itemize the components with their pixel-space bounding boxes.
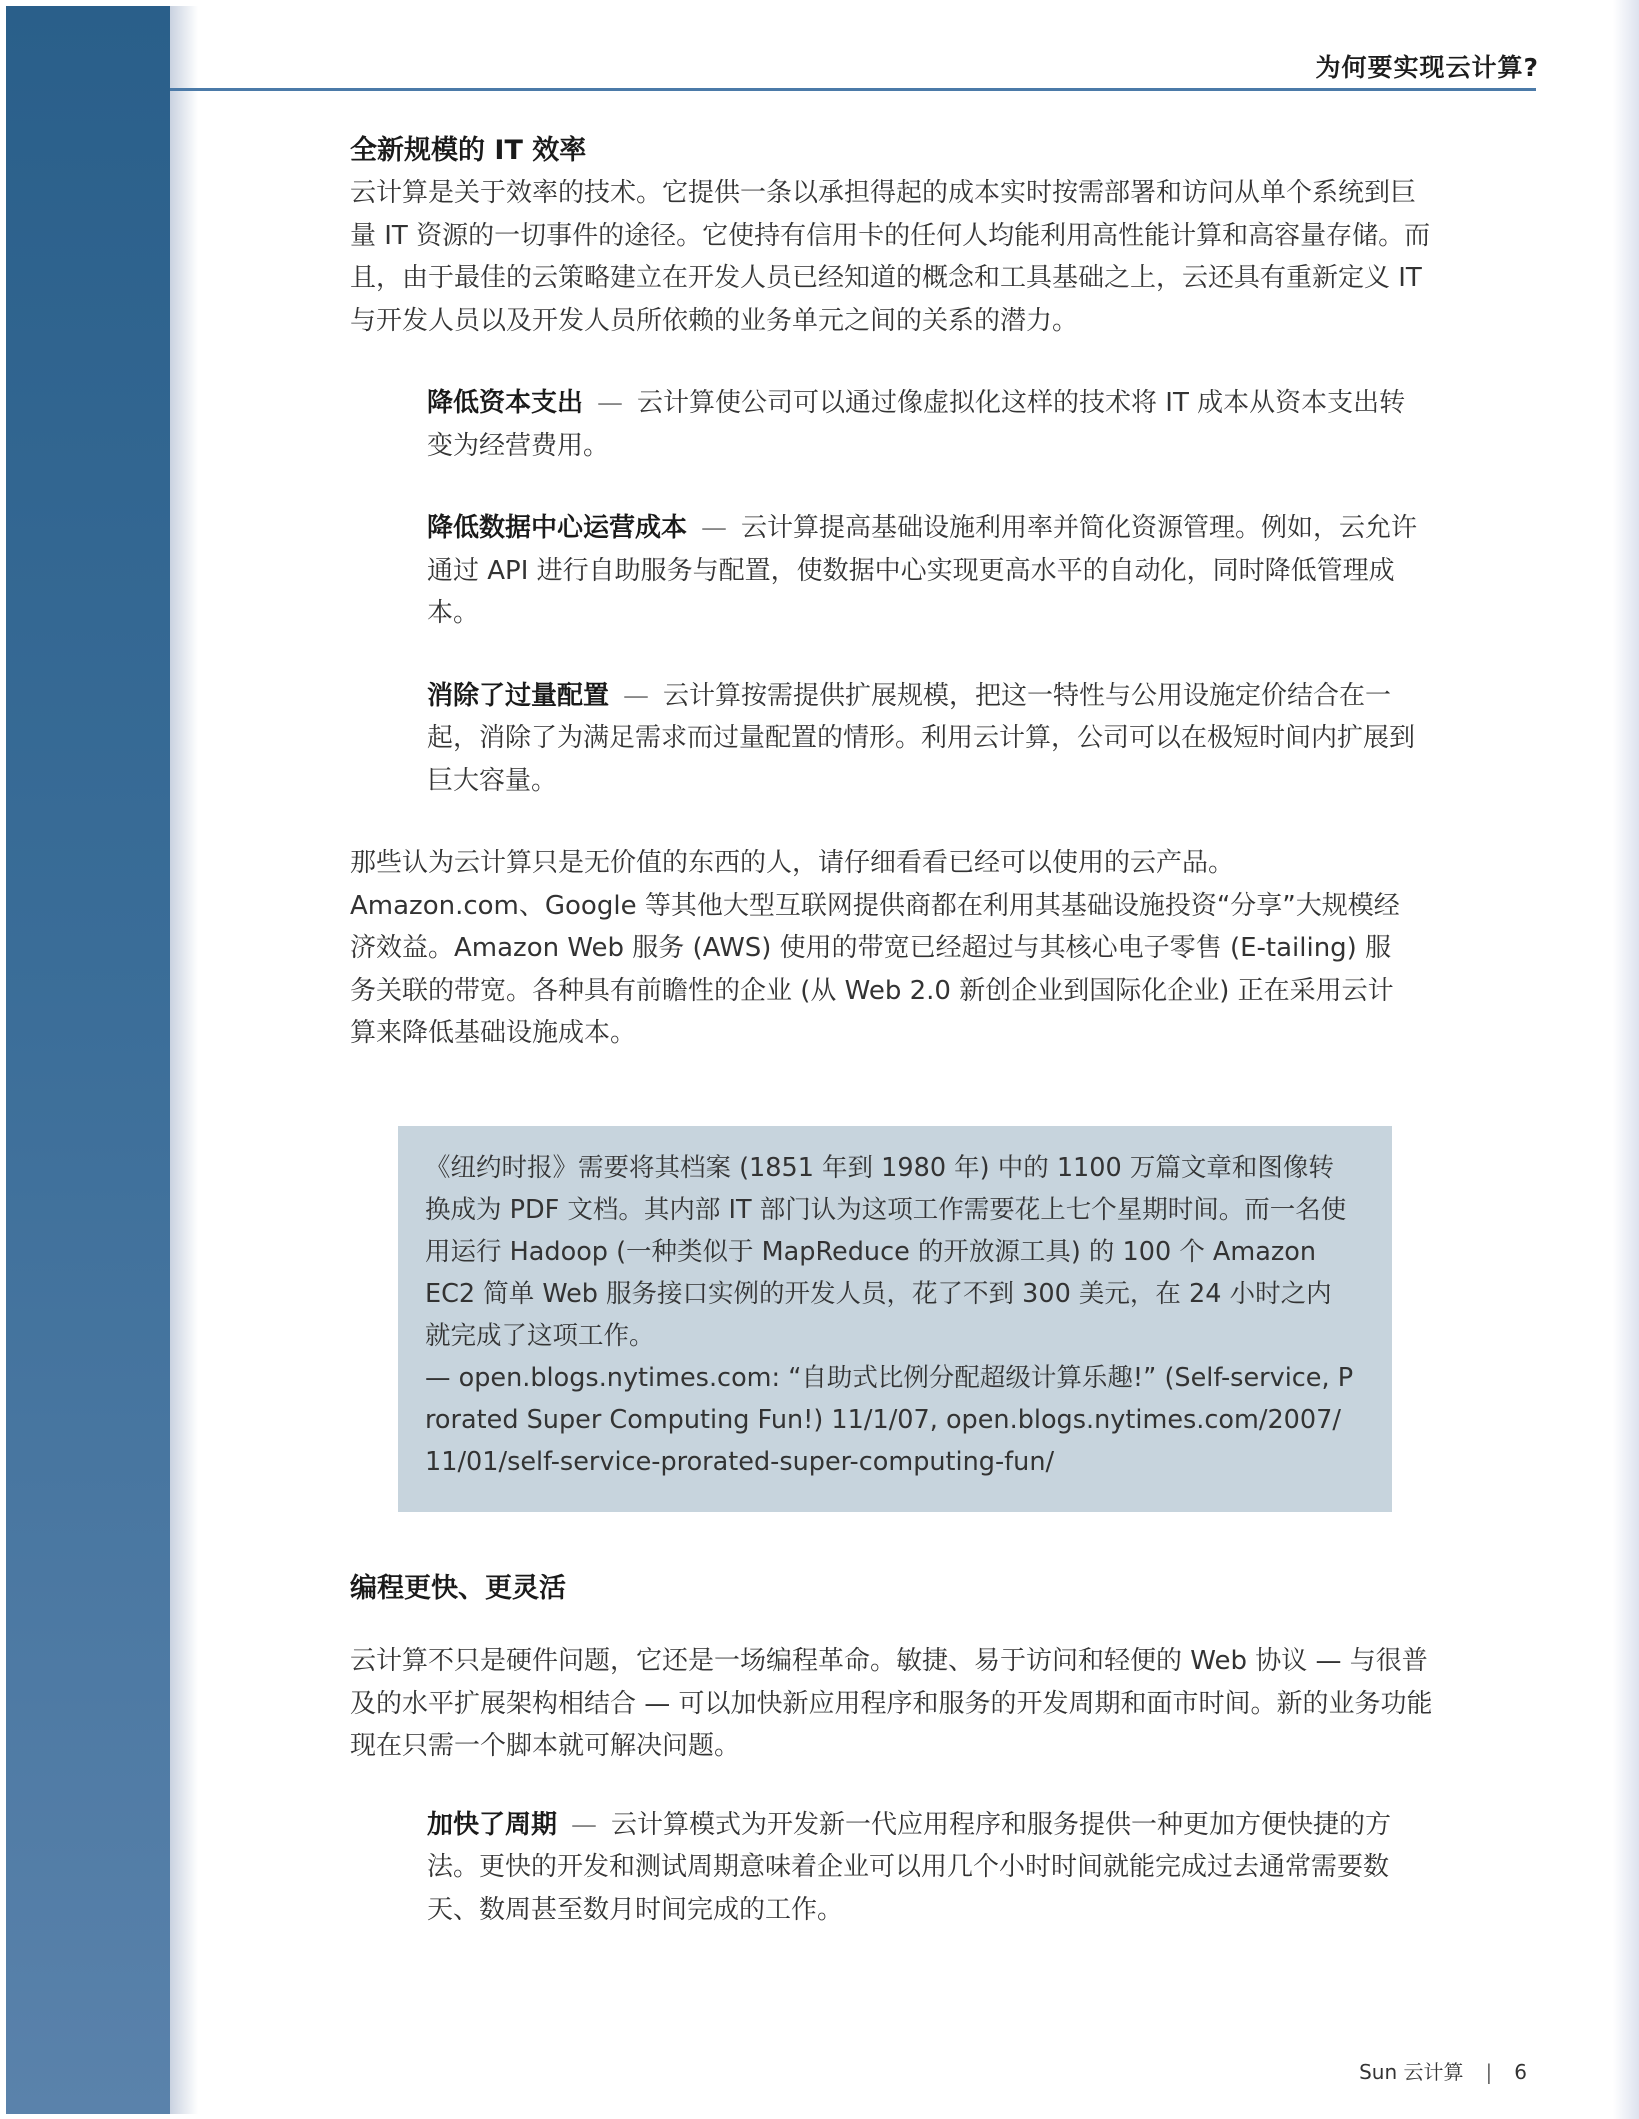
section2-intro: 云计算不只是硬件问题，它还是一场编程革命。敏捷、易于访问和轻便的 Web 协议 — 与很普及的水平扩展架构相结合 — 可以加快新应用程序和服务的开发周期和面市时间。新的业务功能现在只需一个脚本就可解决问题。 (350, 1646, 1433, 1761)
point-cycle (427, 1804, 1427, 1932)
quote-box (398, 1126, 1392, 1512)
point-term: 降低数据中心运营成本 (427, 513, 688, 543)
header-rule (170, 88, 1536, 91)
section-heading-programming: 编程更快、更灵活 (350, 1573, 566, 1604)
point-text: 云计算模式为开发新一代应用程序和服务提供一种更加方便快捷的方法。更快的开发和测试周期意味着企业可以用几个小时时间就能完成过去通常需要数天、数周甚至数月时间完成的工作。 (427, 1809, 1392, 1925)
point-text: 云计算提高基础设施利用率并简化资源管理。例如，云允许通过 API 进行自助服务与配置，使数据中心实现更高水平的自动化，同时降低管理成本。 (427, 513, 1418, 628)
point-dash: — (701, 513, 728, 543)
sidebar-band (6, 6, 170, 2114)
point-term: 降低资本支出 (427, 388, 584, 418)
footer-brand: Sun 云计算 (1359, 2060, 1464, 2084)
footer-separator: | (1485, 2060, 1493, 2084)
running-title: 为何要实现云计算? (1315, 53, 1539, 82)
point-capex (427, 382, 1427, 467)
quote-source: — open.blogs.nytimes.com: “自助式比例分配超级计算乐趣!” (Self-service, Prorated Super Computing Fun!) 11/1/07, open.blogs.nytimes.com/2007/11/01/self-service-prorated-super-computing-fun/ (425, 1363, 1354, 1477)
point-dash: — (571, 1809, 598, 1840)
point-term: 加快了周期 (427, 1809, 558, 1840)
page-shadow-left (170, 6, 198, 2114)
point-dash: — (597, 388, 624, 418)
point-text: 云计算按需提供扩展规模，把这一特性与公用设施定价结合在一起，消除了为满足需求而过量配置的情形。利用云计算，公司可以在极短时间内扩展到巨大容量。 (427, 680, 1416, 796)
point-term: 消除了过量配置 (427, 680, 610, 711)
point-overprovisioning (427, 675, 1427, 803)
main-content (350, 128, 1440, 1055)
page-footer (1359, 2056, 1527, 2085)
section1-followup: 那些认为云计算只是无价值的东西的人，请仔细看看已经可以使用的云产品。Amazon.com、Google 等其他大型互联网提供商都在利用其基础设施投资“分享”大规模经济效益。Amazon Web 服务 (AWS) 使用的带宽已经超过与其核心电子零售 (E-tailing) 服务关联的带宽。各种具有前瞻性的企业 (从 Web 2.0 新创企业到国际化企业) 正在采用云计算来降低基础设施成本。 (350, 848, 1400, 1048)
page-shadow-right (1613, 0, 1639, 2119)
quote-body: 《纽约时报》需要将其档案 (1851 年到 1980 年) 中的 1100 万篇文章和图像转换成为 PDF 文档。其内部 IT 部门认为这项工作需要花上七个星期时间。而一名使用运行 Hadoop (一种类似于 MapReduce 的开放源工具) 的 100 个 Amazon EC2 简单 Web 服务接口实例的开发人员，花了不到 300 美元，在 24 小时之内就完成了这项工作。 (425, 1153, 1347, 1351)
point-text: 云计算使公司可以通过像虚拟化这样的技术将 IT 成本从资本支出转变为经营费用。 (427, 388, 1406, 461)
section-heading-efficiency: 全新规模的 IT 效率 (350, 135, 587, 166)
section2 (350, 1568, 1440, 1931)
page-number: 6 (1514, 2060, 1527, 2084)
point-opex (427, 507, 1427, 635)
point-dash: — (623, 680, 650, 711)
section1-intro: 云计算是关于效率的技术。它提供一条以承担得起的成本实时按需部署和访问从单个系统到巨量 IT 资源的一切事件的途径。它使持有信用卡的任何人均能利用高性能计算和高容量存储。而且，由于最佳的云策略建立在开发人员已经知道的概念和工具基础之上，云还具有重新定义 IT 与开发人员以及开发人员所依赖的业务单元之间的关系的潜力。 (350, 178, 1431, 336)
